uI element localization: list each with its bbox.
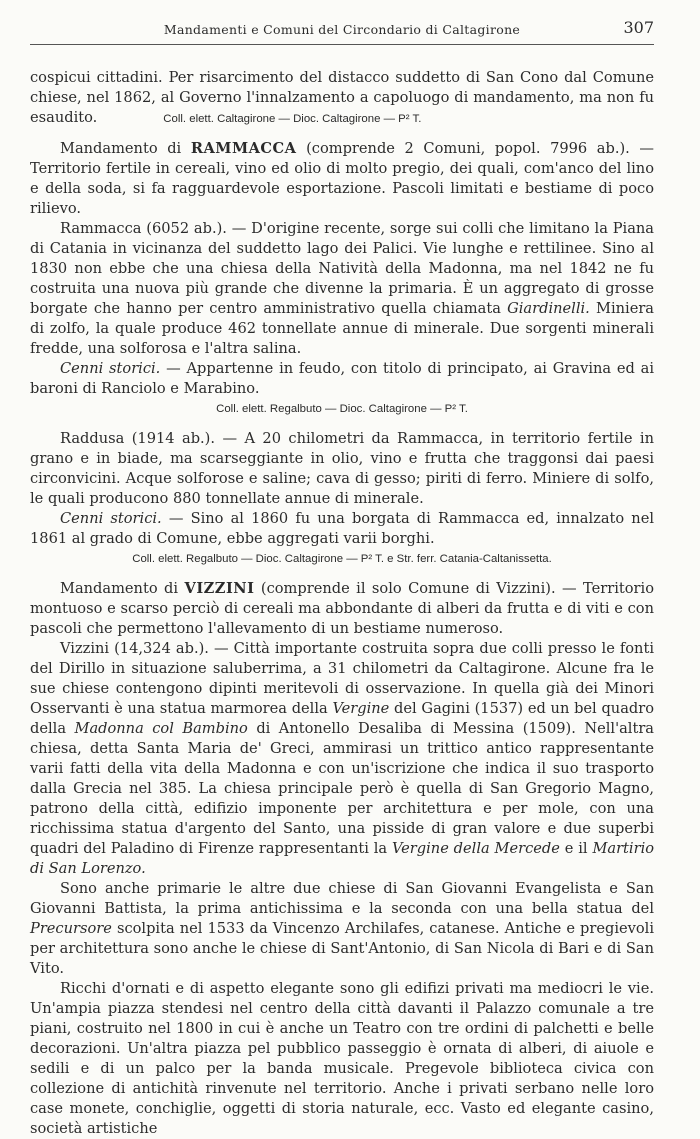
mandamento-name: VIZZINI	[184, 580, 255, 597]
comune-name: Raddusa	[60, 430, 125, 447]
mandamento-name: RAMMACCA	[190, 140, 297, 157]
paragraph-mandamento-vizzini: Mandamento di VIZZINI (comprende il solo Comune di Vizzini). — Territorio montuoso e scarso perciò di cereali ma abbondante di alberi da frutta e di viti e con pascoli che permettono l'allevamento di un bestiame numeroso.	[30, 580, 654, 637]
page-body	[30, 68, 654, 1139]
paragraph-raddusa: Raddusa (1914 ab.). — A 20 chilometri da Rammacca, in territorio fertile in grano e in biade, ma scarseggiante in olio, vino e frutta che traggonsi dai paesi circonvicini. Acque solforose e saline; cava di gesso; piriti di ferro. Miniere di solfo, le quali producono 880 tonnellate annue di minerale.	[30, 430, 654, 507]
paragraph-raddusa-cenni: Cenni storici. — Sino al 1860 fu una borgata di Rammacca ed, innalzato nel 1861 al grado di Comune, ebbe aggregati varii borghi.	[30, 510, 655, 547]
paragraph-san-cono-end: cospicui cittadini. Per risarcimento del distacco suddetto di San Cono dal Comune chiese, nel 1862, al Governo l'innalzamento a capoluogo di mandamento, ma non fu esaudito. Coll. elett. Caltagirone — Dioc. Caltagirone — P² T.	[30, 69, 654, 126]
comune-name: Vizzini	[60, 640, 110, 657]
paragraph-mandamento-rammacca: Mandamento di RAMMACCA (comprende 2 Comuni, popol. 7996 ab.). — Territorio fertile in cereali, vino ed olio di molto pregio, dei quali, com'anco del lino e della soda, si fa ragguardevole esportazione. Pascoli limitati e bestiame di poco rilievo.	[30, 140, 655, 217]
paragraph-vizzini-edifizi: Ricchi d'ornati e di aspetto elegante sono gli edifizi privati ma mediocri le vie. Un'ampia piazza stendesi nel centro della città davanti il Palazzo comunale a tre piani, costruito nel 1800 in cui è anche un Teatro con tre ordini di palchetti e belle decorazioni. Un'altra piazza pel pubblico passeggio è ornata di alberi, di aiuole e sedili e di un palco per la banda musicale. Pregevole biblioteca civica con collezione di antichità rinvenute nel territorio. Anche i privati serbano nelle loro case monete, conchiglie, oggetti di storia naturale, ecc. Vasto ed elegante casino, società artistiche	[30, 980, 654, 1137]
header-title: Mandamenti e Comuni del Circondario di Caltagirone	[163, 22, 521, 37]
paragraph-rammacca: Rammacca (6052 ab.). — D'origine recente, sorge sui colli che limitano la Piana di Catania in vicinanza del suddetto lago dei Palici. Vie lunghe e rettilinee. Sino al 1830 non ebbe che una chiesa della Natività della Madonna, ma nel 1842 ne fu costruita una nuova più grande che divenne la primaria. È un aggregato di grosse borgate che hanno per centro amministrativo quella chiamata Giardinelli. Miniera di zolfo, la quale produce 462 tonnellate annue di minerale. Due sorgenti minerali fredde, una solforosa e l'altra salina.	[30, 220, 655, 357]
electoral-note: Coll. elett. Regalbuto — Dioc. Caltagirone — P² T.	[216, 403, 468, 415]
paragraph-vizzini: Vizzini (14,324 ab.). — Città importante costruita sopra due colli presso le fonti del Dirillo in situazione saluberrima, a 31 chilometri da Caltagirone. Alcune fra le sue chiese contengono dipinti meritevoli di osservazione. In quella già dei Minori Osservanti è una statua marmorea della Vergine del Gagini (1537) ed un bel quadro della Madonna col Bambino di Antonello Desaliba di Messina (1509). Nell'altra chiesa, detta Santa Maria de' Greci, ammirasi un trittico antico rappresentante varii fatti della vita della Madonna e con un'iscrizione che indica il suo trasporto dalla Grecia nel 385. La chiesa principale però è quella di San Gregorio Magno, patrono della città, edifizio imponente per architettura e per mole, con una ricchissima statua d'argento del Santo, una pisside di gran valore e due superbi quadri del Paladino di Firenze rappresentanti la Vergine della Mercede e il Martirio di San Lorenzo.	[30, 640, 655, 877]
running-header	[30, 14, 654, 45]
page-number: 307	[623, 18, 654, 37]
electoral-note: Coll. elett. Caltagirone — Dioc. Caltagirone — P² T.	[163, 113, 422, 125]
paragraph-vizzini-chiese: Sono anche primarie le altre due chiese di San Giovanni Evangelista e San Giovanni Battista, la prima antichissima e la seconda con una bella statua del Precursore scolpita nel 1533 da Vincenzo Archilafes, catanese. Antiche e pregievoli per architettura sono anche le chiese di Sant'Antonio, di San Nicola di Bari e di San Vito.	[30, 880, 655, 977]
comune-name: Rammacca	[60, 220, 142, 237]
electoral-note: Coll. elett. Regalbuto — Dioc. Caltagirone — P² T. e Str. ferr. Catania-Caltanissetta.	[132, 553, 552, 565]
paragraph-rammacca-cenni: Cenni storici. — Appartenne in feudo, con titolo di principato, ai Gravina ed ai baroni di Ranciolo e Marabino.	[30, 360, 654, 397]
